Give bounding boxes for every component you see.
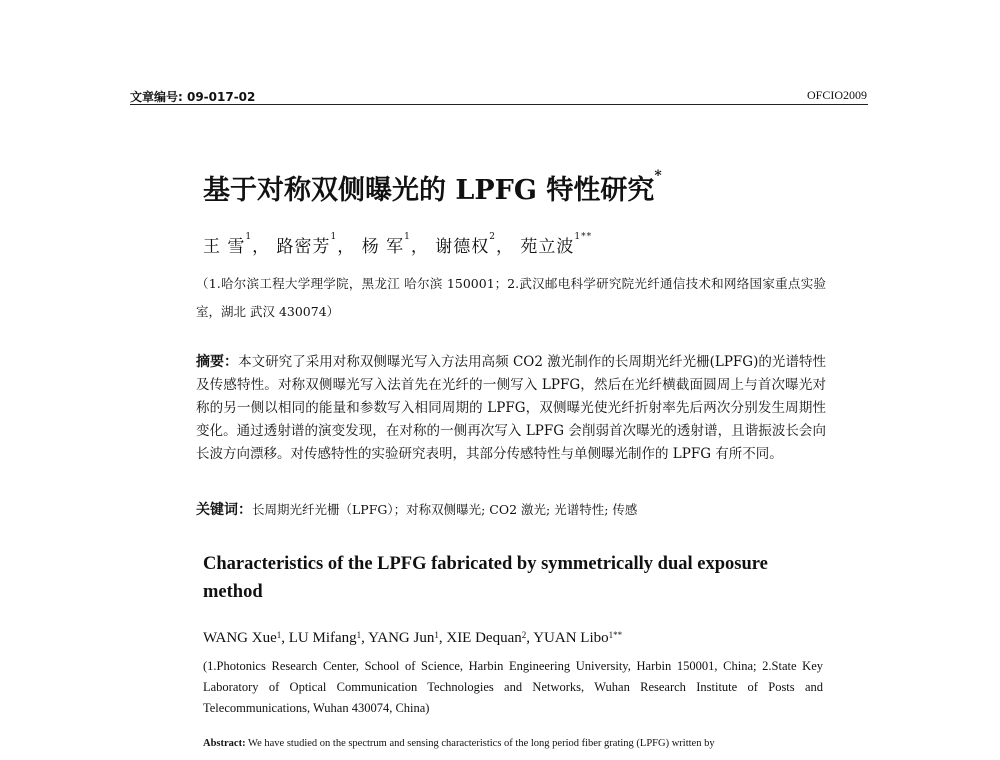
- author: [520, 232, 593, 257]
- author-affiliation-mark: 1: [356, 630, 362, 640]
- author-affiliation-mark: 1: [404, 232, 411, 242]
- author-name: 谢德权: [435, 237, 490, 257]
- title-text: 基于对称双侧曝光的 LPFG 特性研究: [203, 175, 655, 206]
- author-name: 杨 军: [361, 237, 405, 257]
- abstract-text: 本文研究了采用对称双侧曝光写入方法用高频 CO2 激光制作的长周期光纤光栅(LPFG)的光谱特性及传感特性。对称双侧曝光写入法首先在光纤的一侧写入 LPFG，然后在光纤横截面圆周上与首次曝光对称的另一侧以相同的能量和参数写入相同周期的 LPFG，双侧曝光使光纤折射率先后两次分别发生周期性变化。通过透射谱的演变发现，在对称的一侧再次写入 LPFG 会削弱首次曝光的透射谱，且谐振波长会向长波方向漂移。对传感特性的实验研究表明，其部分传感特性与单侧曝光制作的 LPFG 有所不同。: [196, 354, 826, 462]
- abstract-label: 摘要：: [196, 354, 239, 370]
- author-name: 苑立波: [520, 237, 575, 257]
- author-affiliation-mark: 2: [489, 232, 496, 242]
- author-name: YANG Jun: [368, 630, 435, 646]
- author-affiliation-mark: 1: [245, 232, 253, 242]
- keywords-text: 长周期光纤光栅（LPFG）；对称双侧曝光; CO2 激光; 光谱特性; 传感: [252, 502, 638, 517]
- paper-title: [203, 168, 662, 207]
- english-author-list: WANG Xue$^1$, LU Mifang$^1$, YANG Jun$^1$, XIE Dequan$^2$, YUAN Libo$^{1**}$: [203, 630, 623, 646]
- author: [203, 232, 253, 257]
- abstract-zh: [196, 351, 826, 466]
- author-name: 路密芳: [276, 237, 331, 257]
- author: [276, 232, 338, 257]
- author-affiliation-mark: 1: [330, 232, 338, 242]
- english-abstract: [203, 738, 715, 749]
- english-abstract-label: Abstract:: [203, 738, 246, 749]
- author: [368, 630, 439, 646]
- author-affiliation-mark: 2: [521, 630, 527, 640]
- author-name: YUAN Libo: [533, 630, 609, 646]
- author-affiliation-mark: 1**: [574, 232, 593, 242]
- author: [361, 232, 411, 257]
- title-footnote-mark: *: [654, 168, 662, 184]
- english-abstract-text: We have studied on the spectrum and sensing characteristics of the long period fiber grating (LPFG) written by: [248, 738, 715, 749]
- author: [289, 630, 361, 646]
- conference-label: OFCIO2009: [806, 88, 867, 102]
- keywords-zh: [196, 498, 826, 522]
- english-title: Characteristics of the LPFG fabricated by symmetrically dual exposure method: [203, 554, 768, 602]
- author-name: WANG Xue: [203, 630, 277, 646]
- affiliation: （1.哈尔滨工程大学理学院，黑龙江 哈尔滨 150001；2.武汉邮电科学研究院光纤通信技术和网络国家重点实验室，湖北 武汉 430074）: [196, 276, 826, 319]
- author-affiliation-mark: 1: [276, 630, 282, 640]
- author: [533, 630, 622, 646]
- author-name: 王 雪: [203, 237, 246, 257]
- english-affiliation: (1.Photonics Research Center, School of Science, Harbin Engineering University, Harbin 150001, China; 2.State Key Laboratory of Optical Communication Technologies and Networks, Wuhan Research Institute of Posts and Telecommunications, Wuhan 430074, China): [203, 659, 823, 715]
- article-number: 文章编号: 09-017-02: [130, 90, 256, 104]
- header-rule: [130, 104, 868, 105]
- author-affiliation-mark: 1: [434, 630, 439, 640]
- author-name: XIE Dequan: [446, 630, 522, 646]
- author: [435, 232, 496, 257]
- author-name: LU Mifang: [288, 630, 357, 646]
- author: [446, 630, 526, 646]
- author-affiliation-mark: 1**: [608, 630, 623, 640]
- author: [203, 630, 281, 646]
- author-list: 王 雪$^1$， 路密芳$^1$， 杨 军$^1$， 谢德权$^2$， 苑立波$^{1**}$: [203, 232, 593, 257]
- keywords-label: 关键词：: [196, 502, 252, 518]
